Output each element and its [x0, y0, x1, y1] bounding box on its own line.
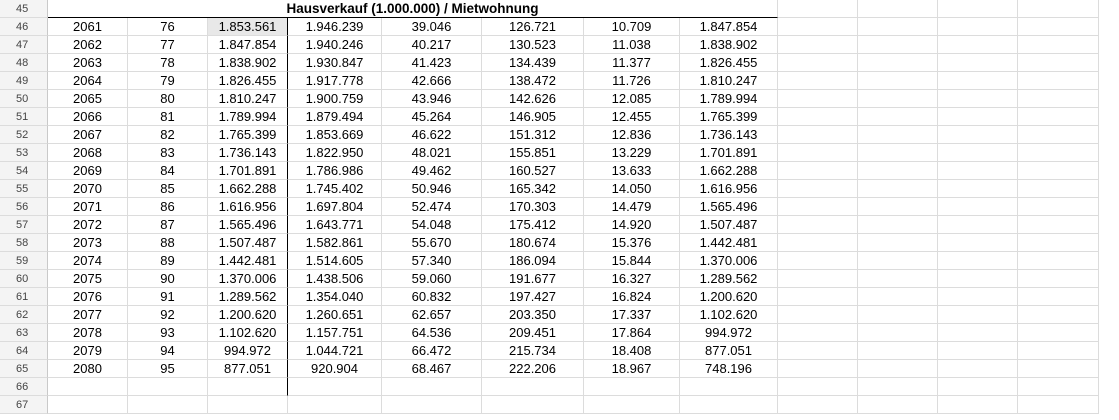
cell[interactable]: 54.048 — [382, 216, 482, 234]
cell[interactable]: 186.094 — [482, 252, 584, 270]
cell[interactable]: 93 — [128, 324, 208, 342]
cell[interactable] — [48, 396, 128, 414]
row-header[interactable]: 54 — [0, 162, 48, 180]
cell[interactable]: 2075 — [48, 270, 128, 288]
cell[interactable]: 126.721 — [482, 18, 584, 36]
cell[interactable] — [778, 126, 858, 144]
cell[interactable]: 1.765.399 — [680, 108, 778, 126]
cell[interactable]: 1.370.006 — [208, 270, 288, 288]
row-header[interactable]: 59 — [0, 252, 48, 270]
row-header[interactable]: 58 — [0, 234, 48, 252]
row-header[interactable]: 52 — [0, 126, 48, 144]
cell[interactable] — [858, 144, 938, 162]
cell[interactable]: 18.408 — [584, 342, 680, 360]
cell[interactable] — [1018, 198, 1099, 216]
cell[interactable]: 16.327 — [584, 270, 680, 288]
cell[interactable]: 1.838.902 — [208, 54, 288, 72]
cell[interactable] — [584, 396, 680, 414]
cell[interactable]: 94 — [128, 342, 208, 360]
cell[interactable] — [1018, 216, 1099, 234]
cell[interactable] — [858, 342, 938, 360]
cell[interactable] — [858, 288, 938, 306]
cell[interactable] — [382, 396, 482, 414]
row-header[interactable]: 67 — [0, 396, 48, 414]
cell[interactable] — [1018, 270, 1099, 288]
cell[interactable]: 1.662.288 — [208, 180, 288, 198]
cell[interactable] — [858, 36, 938, 54]
cell[interactable]: 1.736.143 — [680, 126, 778, 144]
cell[interactable]: 15.844 — [584, 252, 680, 270]
cell[interactable] — [778, 288, 858, 306]
cell[interactable]: 1.507.487 — [208, 234, 288, 252]
cell[interactable] — [938, 90, 1018, 108]
cell[interactable]: 134.439 — [482, 54, 584, 72]
cell[interactable] — [858, 72, 938, 90]
row-header[interactable]: 53 — [0, 144, 48, 162]
cell[interactable]: 1.789.994 — [680, 90, 778, 108]
cell[interactable] — [938, 396, 1018, 414]
cell[interactable]: 1.853.669 — [288, 126, 382, 144]
row-header[interactable]: 57 — [0, 216, 48, 234]
cell[interactable]: 78 — [128, 54, 208, 72]
cell[interactable] — [778, 306, 858, 324]
cell[interactable] — [938, 324, 1018, 342]
cell[interactable]: 165.342 — [482, 180, 584, 198]
cell[interactable]: 2077 — [48, 306, 128, 324]
cell[interactable]: 1.745.402 — [288, 180, 382, 198]
cell[interactable] — [288, 396, 382, 414]
table-title: Hausverkauf (1.000.000) / Mietwohnung — [48, 0, 778, 18]
cell[interactable]: 1.565.496 — [208, 216, 288, 234]
cell[interactable] — [858, 360, 938, 378]
cell[interactable]: 170.303 — [482, 198, 584, 216]
row-header[interactable]: 48 — [0, 54, 48, 72]
cell[interactable]: 1.853.561 — [208, 18, 288, 36]
cell[interactable]: 1.507.487 — [680, 216, 778, 234]
row-header[interactable]: 63 — [0, 324, 48, 342]
cell[interactable]: 191.677 — [482, 270, 584, 288]
cell[interactable]: 203.350 — [482, 306, 584, 324]
cell[interactable]: 11.377 — [584, 54, 680, 72]
cell[interactable] — [1018, 324, 1099, 342]
cell[interactable]: 2073 — [48, 234, 128, 252]
cell[interactable]: 1.438.506 — [288, 270, 382, 288]
row-header[interactable]: 66 — [0, 378, 48, 396]
cell[interactable] — [1018, 72, 1099, 90]
cell[interactable]: 95 — [128, 360, 208, 378]
cell[interactable]: 62.657 — [382, 306, 482, 324]
row-header[interactable]: 56 — [0, 198, 48, 216]
cell[interactable]: 2062 — [48, 36, 128, 54]
cell[interactable]: 86 — [128, 198, 208, 216]
cell[interactable]: 10.709 — [584, 18, 680, 36]
cell[interactable]: 151.312 — [482, 126, 584, 144]
cell[interactable]: 17.337 — [584, 306, 680, 324]
cell[interactable] — [778, 72, 858, 90]
cell[interactable] — [1018, 360, 1099, 378]
cell[interactable]: 1.102.620 — [208, 324, 288, 342]
cell[interactable]: 2071 — [48, 198, 128, 216]
cell[interactable] — [858, 180, 938, 198]
cell[interactable]: 48.021 — [382, 144, 482, 162]
cell[interactable] — [482, 378, 584, 396]
cell[interactable] — [938, 144, 1018, 162]
cell[interactable]: 1.847.854 — [680, 18, 778, 36]
cell[interactable] — [938, 126, 1018, 144]
row-header[interactable]: 60 — [0, 270, 48, 288]
cell[interactable] — [858, 252, 938, 270]
cell[interactable]: 1.260.651 — [288, 306, 382, 324]
cell[interactable]: 877.051 — [208, 360, 288, 378]
cell[interactable]: 1.736.143 — [208, 144, 288, 162]
cell[interactable] — [778, 36, 858, 54]
cell[interactable] — [938, 180, 1018, 198]
cell[interactable]: 2078 — [48, 324, 128, 342]
row-header[interactable]: 47 — [0, 36, 48, 54]
cell[interactable]: 1.900.759 — [288, 90, 382, 108]
cell[interactable] — [778, 144, 858, 162]
cell[interactable]: 1.200.620 — [680, 288, 778, 306]
cell[interactable]: 68.467 — [382, 360, 482, 378]
cell[interactable] — [1018, 90, 1099, 108]
row-header[interactable]: 55 — [0, 180, 48, 198]
cell[interactable]: 1.810.247 — [208, 90, 288, 108]
cell[interactable]: 12.836 — [584, 126, 680, 144]
cell[interactable] — [584, 378, 680, 396]
row-header[interactable]: 50 — [0, 90, 48, 108]
cell[interactable]: 1.701.891 — [208, 162, 288, 180]
cell[interactable] — [858, 108, 938, 126]
cell[interactable]: 1.838.902 — [680, 36, 778, 54]
cell[interactable]: 18.967 — [584, 360, 680, 378]
cell[interactable]: 2068 — [48, 144, 128, 162]
cell[interactable]: 1.354.040 — [288, 288, 382, 306]
cell[interactable]: 87 — [128, 216, 208, 234]
cell[interactable]: 146.905 — [482, 108, 584, 126]
cell[interactable] — [938, 198, 1018, 216]
row-header[interactable]: 62 — [0, 306, 48, 324]
cell[interactable] — [938, 378, 1018, 396]
cell[interactable]: 1.565.496 — [680, 198, 778, 216]
cell[interactable] — [938, 288, 1018, 306]
cell[interactable]: 142.626 — [482, 90, 584, 108]
cell[interactable] — [858, 90, 938, 108]
cell[interactable] — [778, 324, 858, 342]
cell[interactable]: 66.472 — [382, 342, 482, 360]
cell[interactable]: 41.423 — [382, 54, 482, 72]
cell[interactable] — [1018, 162, 1099, 180]
cell[interactable]: 43.946 — [382, 90, 482, 108]
cell[interactable] — [938, 252, 1018, 270]
cell[interactable] — [858, 0, 938, 18]
cell[interactable]: 2072 — [48, 216, 128, 234]
cell[interactable] — [288, 378, 382, 396]
cell[interactable]: 40.217 — [382, 36, 482, 54]
cell[interactable]: 77 — [128, 36, 208, 54]
cell[interactable]: 1.826.455 — [208, 72, 288, 90]
cell[interactable] — [1018, 126, 1099, 144]
cell[interactable] — [1018, 18, 1099, 36]
cell[interactable] — [778, 342, 858, 360]
row-header[interactable]: 64 — [0, 342, 48, 360]
cell[interactable]: 57.340 — [382, 252, 482, 270]
cell[interactable]: 81 — [128, 108, 208, 126]
cell[interactable]: 1.826.455 — [680, 54, 778, 72]
cell[interactable]: 1.514.605 — [288, 252, 382, 270]
cell[interactable]: 79 — [128, 72, 208, 90]
cell[interactable]: 76 — [128, 18, 208, 36]
cell[interactable]: 155.851 — [482, 144, 584, 162]
cell[interactable] — [778, 216, 858, 234]
cell[interactable]: 88 — [128, 234, 208, 252]
cell[interactable] — [778, 54, 858, 72]
cell[interactable]: 2074 — [48, 252, 128, 270]
cell[interactable] — [1018, 378, 1099, 396]
cell[interactable]: 1.442.481 — [208, 252, 288, 270]
cell[interactable]: 1.289.562 — [208, 288, 288, 306]
cell[interactable] — [1018, 0, 1099, 18]
cell[interactable] — [1018, 54, 1099, 72]
cell[interactable] — [48, 378, 128, 396]
cell[interactable]: 85 — [128, 180, 208, 198]
cell[interactable]: 1.917.778 — [288, 72, 382, 90]
cell[interactable]: 1.662.288 — [680, 162, 778, 180]
cell[interactable] — [1018, 144, 1099, 162]
cell[interactable] — [938, 54, 1018, 72]
cell[interactable] — [858, 216, 938, 234]
cell[interactable] — [680, 396, 778, 414]
cell[interactable]: 13.633 — [584, 162, 680, 180]
cell[interactable]: 49.462 — [382, 162, 482, 180]
row-header[interactable]: 51 — [0, 108, 48, 126]
cell[interactable] — [208, 378, 288, 396]
cell[interactable]: 138.472 — [482, 72, 584, 90]
cell[interactable] — [858, 234, 938, 252]
cell[interactable]: 215.734 — [482, 342, 584, 360]
cell[interactable] — [858, 324, 938, 342]
cell[interactable]: 52.474 — [382, 198, 482, 216]
cell[interactable]: 46.622 — [382, 126, 482, 144]
row-header[interactable]: 61 — [0, 288, 48, 306]
cell[interactable]: 1.822.950 — [288, 144, 382, 162]
cell[interactable]: 748.196 — [680, 360, 778, 378]
cell[interactable] — [778, 234, 858, 252]
cell[interactable]: 1.789.994 — [208, 108, 288, 126]
cell[interactable]: 2065 — [48, 90, 128, 108]
cell[interactable]: 55.670 — [382, 234, 482, 252]
cell[interactable] — [938, 270, 1018, 288]
cell[interactable] — [858, 378, 938, 396]
cell[interactable]: 160.527 — [482, 162, 584, 180]
cell[interactable] — [128, 396, 208, 414]
cell[interactable] — [482, 396, 584, 414]
cell[interactable] — [1018, 306, 1099, 324]
cell[interactable] — [778, 270, 858, 288]
cell[interactable]: 1.765.399 — [208, 126, 288, 144]
cell[interactable]: 994.972 — [208, 342, 288, 360]
cell[interactable] — [938, 306, 1018, 324]
cell[interactable]: 90 — [128, 270, 208, 288]
cell[interactable] — [938, 0, 1018, 18]
cell[interactable]: 39.046 — [382, 18, 482, 36]
cell[interactable]: 84 — [128, 162, 208, 180]
cell[interactable]: 1.616.956 — [208, 198, 288, 216]
cell[interactable]: 2079 — [48, 342, 128, 360]
cell[interactable] — [938, 360, 1018, 378]
cell[interactable]: 2063 — [48, 54, 128, 72]
cell[interactable]: 1.289.562 — [680, 270, 778, 288]
row-header[interactable]: 49 — [0, 72, 48, 90]
cell[interactable]: 92 — [128, 306, 208, 324]
cell[interactable]: 1.786.986 — [288, 162, 382, 180]
cell[interactable]: 2070 — [48, 180, 128, 198]
cell[interactable] — [208, 396, 288, 414]
cell[interactable]: 920.904 — [288, 360, 382, 378]
cell[interactable] — [938, 216, 1018, 234]
cell[interactable]: 11.038 — [584, 36, 680, 54]
cell[interactable] — [128, 378, 208, 396]
cell[interactable]: 80 — [128, 90, 208, 108]
cell[interactable] — [858, 162, 938, 180]
cell[interactable]: 1.200.620 — [208, 306, 288, 324]
cell[interactable] — [778, 252, 858, 270]
cell[interactable] — [858, 198, 938, 216]
cell[interactable] — [938, 108, 1018, 126]
cell[interactable]: 89 — [128, 252, 208, 270]
cell[interactable] — [1018, 234, 1099, 252]
cell[interactable]: 83 — [128, 144, 208, 162]
cell[interactable]: 15.376 — [584, 234, 680, 252]
cell[interactable]: 994.972 — [680, 324, 778, 342]
cell[interactable]: 91 — [128, 288, 208, 306]
cell[interactable] — [1018, 108, 1099, 126]
cell[interactable]: 1.940.246 — [288, 36, 382, 54]
cell[interactable]: 42.666 — [382, 72, 482, 90]
cell[interactable]: 1.582.861 — [288, 234, 382, 252]
cell[interactable]: 1.697.804 — [288, 198, 382, 216]
cell[interactable] — [858, 18, 938, 36]
cell[interactable]: 1.157.751 — [288, 324, 382, 342]
cell[interactable]: 2080 — [48, 360, 128, 378]
cell[interactable] — [778, 378, 858, 396]
cell[interactable] — [778, 162, 858, 180]
cell[interactable] — [778, 18, 858, 36]
cell[interactable]: 60.832 — [382, 288, 482, 306]
cell[interactable]: 2067 — [48, 126, 128, 144]
cell[interactable] — [1018, 342, 1099, 360]
cell[interactable] — [858, 54, 938, 72]
cell[interactable]: 1.442.481 — [680, 234, 778, 252]
cell[interactable]: 59.060 — [382, 270, 482, 288]
cell[interactable]: 877.051 — [680, 342, 778, 360]
row-header[interactable]: 46 — [0, 18, 48, 36]
cell[interactable] — [680, 378, 778, 396]
cell[interactable]: 222.206 — [482, 360, 584, 378]
cell[interactable] — [778, 0, 858, 18]
cell[interactable] — [1018, 36, 1099, 54]
cell[interactable]: 175.412 — [482, 216, 584, 234]
cell[interactable]: 1.044.721 — [288, 342, 382, 360]
cell[interactable]: 1.701.891 — [680, 144, 778, 162]
cell[interactable] — [858, 306, 938, 324]
cell[interactable] — [778, 198, 858, 216]
cell[interactable]: 16.824 — [584, 288, 680, 306]
cell[interactable]: 2066 — [48, 108, 128, 126]
cell[interactable]: 1.102.620 — [680, 306, 778, 324]
cell[interactable]: 130.523 — [482, 36, 584, 54]
cell[interactable] — [382, 378, 482, 396]
row-header[interactable]: 45 — [0, 0, 48, 18]
cell[interactable] — [938, 234, 1018, 252]
cell[interactable]: 1.616.956 — [680, 180, 778, 198]
cell[interactable]: 11.726 — [584, 72, 680, 90]
cell[interactable]: 64.536 — [382, 324, 482, 342]
cell[interactable]: 197.427 — [482, 288, 584, 306]
cell[interactable] — [938, 162, 1018, 180]
cell[interactable] — [858, 126, 938, 144]
cell[interactable]: 45.264 — [382, 108, 482, 126]
cell[interactable]: 13.229 — [584, 144, 680, 162]
cell[interactable]: 1.930.847 — [288, 54, 382, 72]
cell[interactable] — [778, 108, 858, 126]
cell[interactable]: 12.455 — [584, 108, 680, 126]
cell[interactable] — [938, 36, 1018, 54]
cell[interactable]: 1.643.771 — [288, 216, 382, 234]
cell[interactable]: 209.451 — [482, 324, 584, 342]
cell[interactable]: 2061 — [48, 18, 128, 36]
cell[interactable]: 50.946 — [382, 180, 482, 198]
cell[interactable]: 1.810.247 — [680, 72, 778, 90]
cell[interactable]: 2069 — [48, 162, 128, 180]
cell[interactable]: 17.864 — [584, 324, 680, 342]
cell[interactable]: 180.674 — [482, 234, 584, 252]
cell[interactable]: 1.946.239 — [288, 18, 382, 36]
cell[interactable]: 82 — [128, 126, 208, 144]
cell[interactable] — [858, 396, 938, 414]
cell[interactable]: 2064 — [48, 72, 128, 90]
cell[interactable] — [1018, 288, 1099, 306]
cell[interactable]: 14.479 — [584, 198, 680, 216]
cell[interactable] — [938, 72, 1018, 90]
cell[interactable]: 14.920 — [584, 216, 680, 234]
cell[interactable] — [1018, 252, 1099, 270]
cell[interactable] — [778, 90, 858, 108]
cell[interactable] — [858, 270, 938, 288]
cell[interactable] — [778, 360, 858, 378]
cell[interactable] — [938, 342, 1018, 360]
cell[interactable]: 12.085 — [584, 90, 680, 108]
cell[interactable] — [1018, 396, 1099, 414]
cell[interactable] — [778, 180, 858, 198]
cell[interactable]: 14.050 — [584, 180, 680, 198]
cell[interactable]: 2076 — [48, 288, 128, 306]
row-header[interactable]: 65 — [0, 360, 48, 378]
cell[interactable] — [1018, 180, 1099, 198]
cell[interactable]: 1.847.854 — [208, 36, 288, 54]
cell[interactable] — [778, 396, 858, 414]
cell[interactable]: 1.370.006 — [680, 252, 778, 270]
cell[interactable]: 1.879.494 — [288, 108, 382, 126]
cell[interactable] — [938, 18, 1018, 36]
